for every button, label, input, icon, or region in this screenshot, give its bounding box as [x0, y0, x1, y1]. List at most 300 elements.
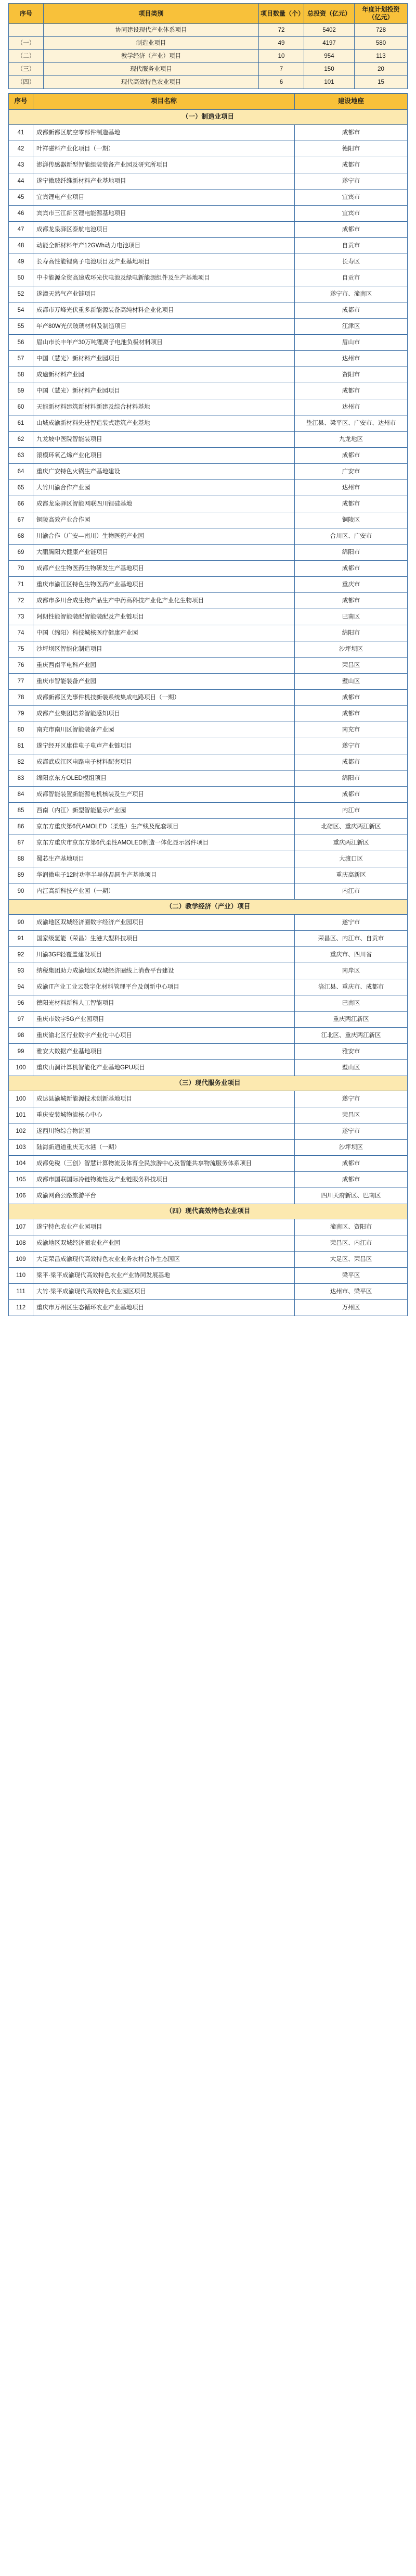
- project-no-cell: 109: [9, 1252, 33, 1268]
- project-place-cell: 成都市: [295, 157, 408, 173]
- project-place-cell: 内江市: [295, 883, 408, 900]
- project-place-cell: 成都市: [295, 496, 408, 512]
- summary-row: [9, 50, 408, 63]
- table-row: [9, 625, 408, 641]
- projects-table: [8, 93, 408, 1316]
- table-row: [9, 1252, 408, 1268]
- summary-header-row: [9, 4, 408, 24]
- table-row: [9, 1107, 408, 1123]
- project-name-cell: 大鹏腾阳大健康产业链项目: [33, 545, 295, 561]
- project-name-cell: 宜宾锂电产业项目: [33, 190, 295, 206]
- project-place-cell: 资阳市: [295, 367, 408, 383]
- summary-row-no: （一）: [9, 37, 44, 50]
- projects-section-title: （一）制造业项目: [9, 110, 408, 125]
- project-name-cell: 山城成渝新材料先进智造装式建筑产业基地: [33, 415, 295, 432]
- table-row: [9, 432, 408, 448]
- project-place-cell: 内江市: [295, 803, 408, 819]
- table-row: [9, 319, 408, 335]
- table-row: [9, 1235, 408, 1252]
- table-row: [9, 722, 408, 738]
- projects-section-title: （四）现代高效特色农业项目: [9, 1204, 408, 1219]
- project-place-cell: 遂宁市: [295, 173, 408, 190]
- project-name-cell: 川渝合作（广安—南川）生物医药产业园: [33, 528, 295, 545]
- project-no-cell: 52: [9, 286, 33, 302]
- project-name-cell: 沙坪坝区智能化制造项目: [33, 641, 295, 658]
- table-row: [9, 528, 408, 545]
- project-name-cell: 成渝IT产业工业云数字化材料管理平台及创新中心项目: [33, 979, 295, 995]
- summary-row-category: 现代高效特色农业项目: [44, 76, 259, 89]
- project-name-cell: 重庆安装城物流核心中心: [33, 1107, 295, 1123]
- project-name-cell: 遂宁经开区康佳电子电声产业链项目: [33, 738, 295, 754]
- project-no-cell: 100: [9, 1091, 33, 1107]
- summary-row-category: 协同建设现代产业体系项目: [44, 24, 259, 37]
- project-no-cell: 62: [9, 432, 33, 448]
- table-row: [9, 254, 408, 270]
- project-no-cell: 80: [9, 722, 33, 738]
- project-no-cell: 87: [9, 835, 33, 851]
- summary-col-count: 项目数量（个）: [259, 4, 304, 24]
- table-row: [9, 931, 408, 947]
- project-name-cell: 成都免税（三创）智慧计算物流及体育全民旅游中心及智能共享物流服务体系项目: [33, 1156, 295, 1172]
- summary-row-category: 现代服务业项目: [44, 63, 259, 76]
- table-row: [9, 351, 408, 367]
- summary-row: [9, 37, 408, 50]
- project-name-cell: 南充市南川区智能装备产业园: [33, 722, 295, 738]
- project-place-cell: 重庆两江新区: [295, 835, 408, 851]
- project-place-cell: 广安市: [295, 464, 408, 480]
- project-no-cell: 63: [9, 448, 33, 464]
- project-name-cell: 中卡能源全资高速成环光伏电池及绿电新能源组件及生产基地项目: [33, 270, 295, 286]
- project-name-cell: 大足荣昌成渝现代高效特色农业业务农村合作生态园区: [33, 1252, 295, 1268]
- project-no-cell: 93: [9, 963, 33, 979]
- project-no-cell: 86: [9, 819, 33, 835]
- project-place-cell: 达州市: [295, 399, 408, 415]
- project-place-cell: 南充市: [295, 722, 408, 738]
- project-place-cell: 达州市: [295, 480, 408, 496]
- project-name-cell: 大竹川渝合作产业园: [33, 480, 295, 496]
- project-place-cell: 四川天府新区、巴南区: [295, 1188, 408, 1204]
- project-name-cell: 成都市多川合成生物产品生产中药高科技产业化产业化生物项目: [33, 593, 295, 609]
- project-place-cell: 铜陵区: [295, 512, 408, 528]
- project-name-cell: 重庆市智能装备产业园: [33, 674, 295, 690]
- project-name-cell: 国家级氢能（荣昌）生港大型科技项目: [33, 931, 295, 947]
- project-name-cell: 梁平·梁平成渝现代高效特色农业产业协同发展基地: [33, 1268, 295, 1284]
- project-no-cell: 57: [9, 351, 33, 367]
- table-row: [9, 190, 408, 206]
- table-row: [9, 480, 408, 496]
- summary-row-count: 6: [259, 76, 304, 89]
- project-no-cell: 78: [9, 690, 33, 706]
- project-no-cell: 92: [9, 947, 33, 963]
- project-no-cell: 76: [9, 658, 33, 674]
- table-row: [9, 367, 408, 383]
- table-row: [9, 593, 408, 609]
- project-no-cell: 72: [9, 593, 33, 609]
- project-place-cell: 万州区: [295, 1300, 408, 1316]
- project-no-cell: 79: [9, 706, 33, 722]
- project-no-cell: 42: [9, 141, 33, 157]
- project-name-cell: 遂宁特色农业产业园项目: [33, 1219, 295, 1235]
- projects-col-no: 序号: [9, 94, 33, 110]
- project-place-cell: 遂宁市: [295, 1091, 408, 1107]
- project-no-cell: 46: [9, 206, 33, 222]
- summary-row-year: 580: [355, 37, 408, 50]
- summary-row-total: 954: [304, 50, 355, 63]
- project-name-cell: 蜀芯生产基地项目: [33, 851, 295, 867]
- project-no-cell: 81: [9, 738, 33, 754]
- project-place-cell: 成都市: [295, 690, 408, 706]
- project-name-cell: 遂西川物综合物流园: [33, 1123, 295, 1140]
- project-name-cell: 重庆广安特色火锅生产基地建设: [33, 464, 295, 480]
- table-row: [9, 464, 408, 480]
- project-no-cell: 47: [9, 222, 33, 238]
- project-name-cell: 成达县渝城新能源技术创新基地项目: [33, 1091, 295, 1107]
- table-row: [9, 835, 408, 851]
- table-row: [9, 641, 408, 658]
- project-place-cell: 荣昌区、内江市: [295, 1235, 408, 1252]
- project-no-cell: 82: [9, 754, 33, 771]
- table-row: [9, 577, 408, 593]
- project-place-cell: 成都市: [295, 787, 408, 803]
- summary-row-total: 5402: [304, 24, 355, 37]
- project-name-cell: 九龙坡中医院智能装项目: [33, 432, 295, 448]
- table-row: [9, 947, 408, 963]
- project-place-cell: 自贡市: [295, 238, 408, 254]
- project-place-cell: 北碚区、重庆两江新区: [295, 819, 408, 835]
- project-no-cell: 108: [9, 1235, 33, 1252]
- project-name-cell: 陆海新通道重庆无水港（一期）: [33, 1140, 295, 1156]
- projects-section-title: （三）现代服务业项目: [9, 1076, 408, 1091]
- table-row: [9, 1188, 408, 1204]
- project-place-cell: 达州市: [295, 351, 408, 367]
- project-name-cell: 重庆山洞计算机智能化产业基地GPU项目: [33, 1060, 295, 1076]
- table-row: [9, 1284, 408, 1300]
- project-place-cell: 达州市、梁平区: [295, 1284, 408, 1300]
- project-name-cell: 遂潼天然气产业链项目: [33, 286, 295, 302]
- summary-row: [9, 76, 408, 89]
- table-row: [9, 157, 408, 173]
- project-no-cell: 73: [9, 609, 33, 625]
- project-place-cell: 成都市: [295, 222, 408, 238]
- project-name-cell: 年产80W光伏玻璃材料及制造项目: [33, 319, 295, 335]
- project-name-cell: 华润微电子12时功率半导体晶圆生产基地项目: [33, 867, 295, 883]
- project-name-cell: 成都龙泉驿区智能网联四川锂硅基地: [33, 496, 295, 512]
- summary-col-no: 序号: [9, 4, 44, 24]
- project-name-cell: 成都市国联国际冷链物流性及产业链服务科技项目: [33, 1172, 295, 1188]
- summary-row-year: 15: [355, 76, 408, 89]
- summary-row: [9, 63, 408, 76]
- project-name-cell: 叶祥磁料产业化项目（一期）: [33, 141, 295, 157]
- table-row: [9, 1028, 408, 1044]
- project-no-cell: 77: [9, 674, 33, 690]
- projects-header-row: [9, 94, 408, 110]
- project-name-cell: 中国（绵阳）科技城核医疗健康产业园: [33, 625, 295, 641]
- project-no-cell: 64: [9, 464, 33, 480]
- project-no-cell: 60: [9, 399, 33, 415]
- project-name-cell: 京东方重庆第6代AMOLED（柔性）生产线及配套项目: [33, 819, 295, 835]
- table-row: [9, 125, 408, 141]
- table-row: [9, 335, 408, 351]
- project-name-cell: 雅安大数据产业基地项目: [33, 1044, 295, 1060]
- table-row: [9, 819, 408, 835]
- project-place-cell: 荣昌区: [295, 658, 408, 674]
- project-no-cell: 69: [9, 545, 33, 561]
- project-place-cell: 南岸区: [295, 963, 408, 979]
- project-place-cell: 合川区、广安市: [295, 528, 408, 545]
- project-no-cell: 100: [9, 1060, 33, 1076]
- project-name-cell: 重庆市万州区生态循环农业产业基地项目: [33, 1300, 295, 1316]
- project-place-cell: 大渡口区: [295, 851, 408, 867]
- summary-row-count: 49: [259, 37, 304, 50]
- project-name-cell: 成都产业集团培养智能感知项目: [33, 706, 295, 722]
- summary-row-total: 101: [304, 76, 355, 89]
- project-no-cell: 110: [9, 1268, 33, 1284]
- project-name-cell: 天能新材料建筑新材料新建及综合材料基地: [33, 399, 295, 415]
- project-no-cell: 45: [9, 190, 33, 206]
- project-no-cell: 104: [9, 1156, 33, 1172]
- project-name-cell: 澎湃传感器新型智能组装装备产业园及研究所项目: [33, 157, 295, 173]
- project-no-cell: 99: [9, 1044, 33, 1060]
- project-name-cell: 成渝地区双城经济圈农业产业园: [33, 1235, 295, 1252]
- project-place-cell: 自贡市: [295, 270, 408, 286]
- summary-row-count: 7: [259, 63, 304, 76]
- table-row: [9, 1012, 408, 1028]
- project-name-cell: 川渝3GF轻覆盖建设项目: [33, 947, 295, 963]
- project-name-cell: 阿朗性能智能装配智能装配及产业链项目: [33, 609, 295, 625]
- project-place-cell: 眉山市: [295, 335, 408, 351]
- project-no-cell: 97: [9, 1012, 33, 1028]
- table-row: [9, 206, 408, 222]
- project-place-cell: 荣昌区: [295, 1107, 408, 1123]
- table-row: [9, 690, 408, 706]
- project-name-cell: 西南（内江）新型智能显示产业园: [33, 803, 295, 819]
- projects-section-header: [9, 900, 408, 915]
- table-row: [9, 238, 408, 254]
- project-place-cell: 绵阳市: [295, 771, 408, 787]
- project-place-cell: 成都市: [295, 706, 408, 722]
- project-place-cell: 江津区: [295, 319, 408, 335]
- project-name-cell: 京东方重庆市京东方第6代柔性AMOLED制造一体化显示器件项目: [33, 835, 295, 851]
- project-no-cell: 102: [9, 1123, 33, 1140]
- projects-section-header: [9, 1076, 408, 1091]
- summary-row-count: 72: [259, 24, 304, 37]
- projects-section-header: [9, 1204, 408, 1219]
- project-name-cell: 中国（慧光）新材料产业园项目: [33, 351, 295, 367]
- table-row: [9, 787, 408, 803]
- projects-col-place: 建设地座: [295, 94, 408, 110]
- table-row: [9, 963, 408, 979]
- project-no-cell: 88: [9, 851, 33, 867]
- project-name-cell: 眉山市长丰年产30万吨锂离子电池负极材料项目: [33, 335, 295, 351]
- project-place-cell: 璧山区: [295, 1060, 408, 1076]
- project-no-cell: 41: [9, 125, 33, 141]
- project-no-cell: 98: [9, 1028, 33, 1044]
- project-name-cell: 成都智能装置新能源电机核装及生产项目: [33, 787, 295, 803]
- project-no-cell: 85: [9, 803, 33, 819]
- project-no-cell: 48: [9, 238, 33, 254]
- summary-body: [9, 24, 408, 89]
- project-place-cell: 成都市: [295, 561, 408, 577]
- summary-row-category: 教学经济（产业）项目: [44, 50, 259, 63]
- projects-section-title: （二）教学经济（产业）项目: [9, 900, 408, 915]
- project-place-cell: 沙坪坝区: [295, 1140, 408, 1156]
- project-name-cell: 成渝地区双城经济圈数字经济产业园项目: [33, 915, 295, 931]
- project-name-cell: 成逾新材料产业园: [33, 367, 295, 383]
- project-place-cell: 巴南区: [295, 995, 408, 1012]
- table-row: [9, 867, 408, 883]
- project-name-cell: 遂宁微玻纤维新材料产业基地项目: [33, 173, 295, 190]
- table-row: [9, 883, 408, 900]
- project-no-cell: 101: [9, 1107, 33, 1123]
- project-place-cell: 遂宁市: [295, 915, 408, 931]
- table-row: [9, 1172, 408, 1188]
- project-name-cell: 重庆市渝江区特色生物医药产业基地项目: [33, 577, 295, 593]
- project-no-cell: 43: [9, 157, 33, 173]
- project-place-cell: 遂宁市: [295, 738, 408, 754]
- project-place-cell: 涪江县、重庆市、成都市: [295, 979, 408, 995]
- project-no-cell: 59: [9, 383, 33, 399]
- project-place-cell: 潼南区、资阳市: [295, 1219, 408, 1235]
- summary-row-year: 113: [355, 50, 408, 63]
- project-name-cell: 成都新都区航空零部件制造基地: [33, 125, 295, 141]
- project-place-cell: 荣昌区、内江市、自贡市: [295, 931, 408, 947]
- projects-body: [9, 110, 408, 1316]
- table-row: [9, 1123, 408, 1140]
- table-row: [9, 1156, 408, 1172]
- project-name-cell: 德阳光材料新科人工智能项目: [33, 995, 295, 1012]
- summary-row-year: 728: [355, 24, 408, 37]
- project-name-cell: 成都龙泉驿区泰航电池项目: [33, 222, 295, 238]
- project-name-cell: 重庆渝北区行业数字产业化中心项目: [33, 1028, 295, 1044]
- project-no-cell: 58: [9, 367, 33, 383]
- project-name-cell: 重庆市数字5G产业园项目: [33, 1012, 295, 1028]
- project-name-cell: 动能全新材料年产12GWh动力电池项目: [33, 238, 295, 254]
- project-no-cell: 91: [9, 931, 33, 947]
- summary-row-no: （四）: [9, 76, 44, 89]
- project-place-cell: 遂宁市: [295, 1123, 408, 1140]
- table-row: [9, 979, 408, 995]
- project-no-cell: 75: [9, 641, 33, 658]
- project-place-cell: 雅安市: [295, 1044, 408, 1060]
- project-place-cell: 成都市: [295, 593, 408, 609]
- table-row: [9, 496, 408, 512]
- project-name-cell: 宾宾市三江新区锂电能源基地项目: [33, 206, 295, 222]
- table-row: [9, 1140, 408, 1156]
- project-name-cell: 成都新都区先事件机技新装系统集成电路项目（一期）: [33, 690, 295, 706]
- project-no-cell: 44: [9, 173, 33, 190]
- project-place-cell: 成都市: [295, 448, 408, 464]
- summary-row-no: [9, 24, 44, 37]
- table-row: [9, 270, 408, 286]
- project-place-cell: 重庆高新区: [295, 867, 408, 883]
- project-place-cell: 大足区、荣昌区: [295, 1252, 408, 1268]
- table-row: [9, 738, 408, 754]
- project-name-cell: 长寿高性能锂离子电池项目及产业基地项目: [33, 254, 295, 270]
- table-row: [9, 1091, 408, 1107]
- table-row: [9, 706, 408, 722]
- table-row: [9, 561, 408, 577]
- table-row: [9, 286, 408, 302]
- project-place-cell: 宜宾市: [295, 190, 408, 206]
- project-no-cell: 90: [9, 915, 33, 931]
- project-name-cell: 成都市万峰光伏重多新能源装备高纯材料企业化项目: [33, 302, 295, 319]
- table-row: [9, 512, 408, 528]
- summary-col-category: 项目类别: [44, 4, 259, 24]
- project-place-cell: 长寿区: [295, 254, 408, 270]
- table-row: [9, 803, 408, 819]
- project-place-cell: 沙坪坝区: [295, 641, 408, 658]
- project-no-cell: 112: [9, 1300, 33, 1316]
- project-place-cell: 九龙地区: [295, 432, 408, 448]
- table-row: [9, 1060, 408, 1076]
- project-no-cell: 68: [9, 528, 33, 545]
- table-row: [9, 851, 408, 867]
- project-no-cell: 70: [9, 561, 33, 577]
- table-row: [9, 1268, 408, 1284]
- project-name-cell: 大竹·梁平成渝现代高效特色农业园区项目: [33, 1284, 295, 1300]
- project-place-cell: 江北区、重庆两江新区: [295, 1028, 408, 1044]
- table-row: [9, 995, 408, 1012]
- table-row: [9, 415, 408, 432]
- table-row: [9, 754, 408, 771]
- project-name-cell: 纳税集团助力成渝地区双城经济圈线上消费平台建设: [33, 963, 295, 979]
- summary-row-count: 10: [259, 50, 304, 63]
- project-no-cell: 54: [9, 302, 33, 319]
- project-name-cell: 铜陵高效产业合作园: [33, 512, 295, 528]
- summary-col-total: 总投资（亿元）: [304, 4, 355, 24]
- project-name-cell: 中国（慧光）新材料产业园项目: [33, 383, 295, 399]
- table-row: [9, 1219, 408, 1235]
- project-no-cell: 89: [9, 867, 33, 883]
- table-row: [9, 173, 408, 190]
- projects-section-header: [9, 110, 408, 125]
- project-no-cell: 74: [9, 625, 33, 641]
- project-place-cell: 巴南区: [295, 609, 408, 625]
- project-name-cell: 内江高新科技产业园（一期）: [33, 883, 295, 900]
- project-place-cell: 成都市: [295, 383, 408, 399]
- project-no-cell: 56: [9, 335, 33, 351]
- table-spacer: [0, 89, 416, 93]
- table-row: [9, 141, 408, 157]
- project-name-cell: 滚模环氧乙烯产业化项目: [33, 448, 295, 464]
- project-no-cell: 83: [9, 771, 33, 787]
- project-place-cell: 成都市: [295, 125, 408, 141]
- project-place-cell: 宜宾市: [295, 206, 408, 222]
- project-place-cell: 成都市: [295, 1172, 408, 1188]
- summary-row-no: （二）: [9, 50, 44, 63]
- project-no-cell: 105: [9, 1172, 33, 1188]
- project-no-cell: 90: [9, 883, 33, 900]
- table-row: [9, 545, 408, 561]
- project-no-cell: 65: [9, 480, 33, 496]
- project-no-cell: 103: [9, 1140, 33, 1156]
- project-no-cell: 111: [9, 1284, 33, 1300]
- project-no-cell: 96: [9, 995, 33, 1012]
- project-name-cell: 绵阳京东方OLED模组项目: [33, 771, 295, 787]
- project-place-cell: 绵阳市: [295, 545, 408, 561]
- project-no-cell: 55: [9, 319, 33, 335]
- project-place-cell: 垫江县、梁平区、广安市、达州市: [295, 415, 408, 432]
- project-no-cell: 50: [9, 270, 33, 286]
- project-no-cell: 84: [9, 787, 33, 803]
- project-place-cell: 重庆两江新区: [295, 1012, 408, 1028]
- table-row: [9, 915, 408, 931]
- project-name-cell: 重庆西南平电科产业园: [33, 658, 295, 674]
- project-no-cell: 106: [9, 1188, 33, 1204]
- project-name-cell: 成都产业生物医药生物研发生产基地项目: [33, 561, 295, 577]
- project-no-cell: 61: [9, 415, 33, 432]
- project-place-cell: 德阳市: [295, 141, 408, 157]
